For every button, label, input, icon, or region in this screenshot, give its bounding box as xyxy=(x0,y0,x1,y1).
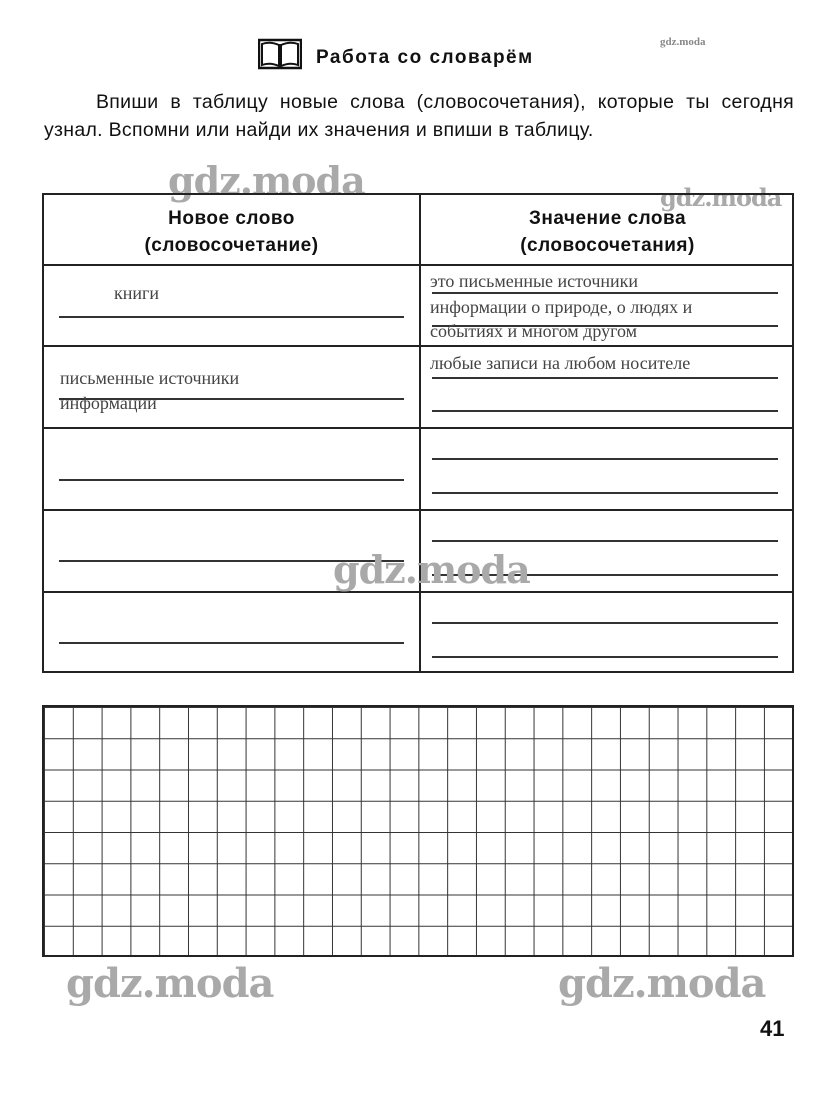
watermark: gdz.moda xyxy=(333,547,530,592)
watermark: gdz.moda xyxy=(66,960,274,1007)
row-divider xyxy=(44,427,792,429)
watermark: gdz.moda xyxy=(660,36,706,48)
writing-line xyxy=(432,292,778,294)
answer-word: письменные источники xyxy=(60,368,240,388)
header-text: Новое слово xyxy=(168,208,295,229)
row-divider xyxy=(44,345,792,347)
answer-meaning: любые записи на любом носителе xyxy=(430,353,691,373)
section-heading xyxy=(258,38,534,77)
writing-line xyxy=(59,642,404,644)
answer-meaning: информации о природе, о людях и xyxy=(430,297,693,317)
writing-line xyxy=(432,540,778,542)
answer-word: информации xyxy=(60,393,157,413)
writing-line xyxy=(432,410,778,412)
writing-line xyxy=(432,492,778,494)
writing-line xyxy=(432,656,778,658)
writing-line xyxy=(432,377,778,379)
row-divider xyxy=(44,264,792,266)
page-number: 41 xyxy=(760,1016,785,1041)
answer-meaning: событиях и многом другом xyxy=(430,321,638,341)
instruction-text: Впиши в таблицу новые слова (словосочетания), которые ты сегодня узнал. Вспомни или найди их значения и впиши в таблицу. xyxy=(44,91,794,141)
watermark: gdz.moda xyxy=(660,183,782,212)
writing-line xyxy=(432,622,778,624)
watermark: gdz.moda xyxy=(558,960,766,1007)
writing-line xyxy=(59,479,404,481)
column-divider xyxy=(419,195,421,671)
watermark: gdz.moda xyxy=(168,158,365,203)
header-text: (словосочетания) xyxy=(520,235,695,256)
header-new-word xyxy=(44,205,419,259)
header-text: Значение слова xyxy=(528,208,687,229)
writing-line xyxy=(432,458,778,460)
row-divider xyxy=(44,509,792,511)
vocabulary-table xyxy=(42,193,794,673)
answer-word: книги xyxy=(114,283,160,303)
squared-grid xyxy=(42,705,794,957)
writing-line xyxy=(59,316,404,318)
answer-meaning: это письменные источники xyxy=(430,271,639,291)
book-icon xyxy=(258,38,302,77)
header-text: (словосочетание) xyxy=(144,235,319,256)
header-meaning xyxy=(421,205,794,259)
section-title: Работа со словарём xyxy=(316,46,534,68)
